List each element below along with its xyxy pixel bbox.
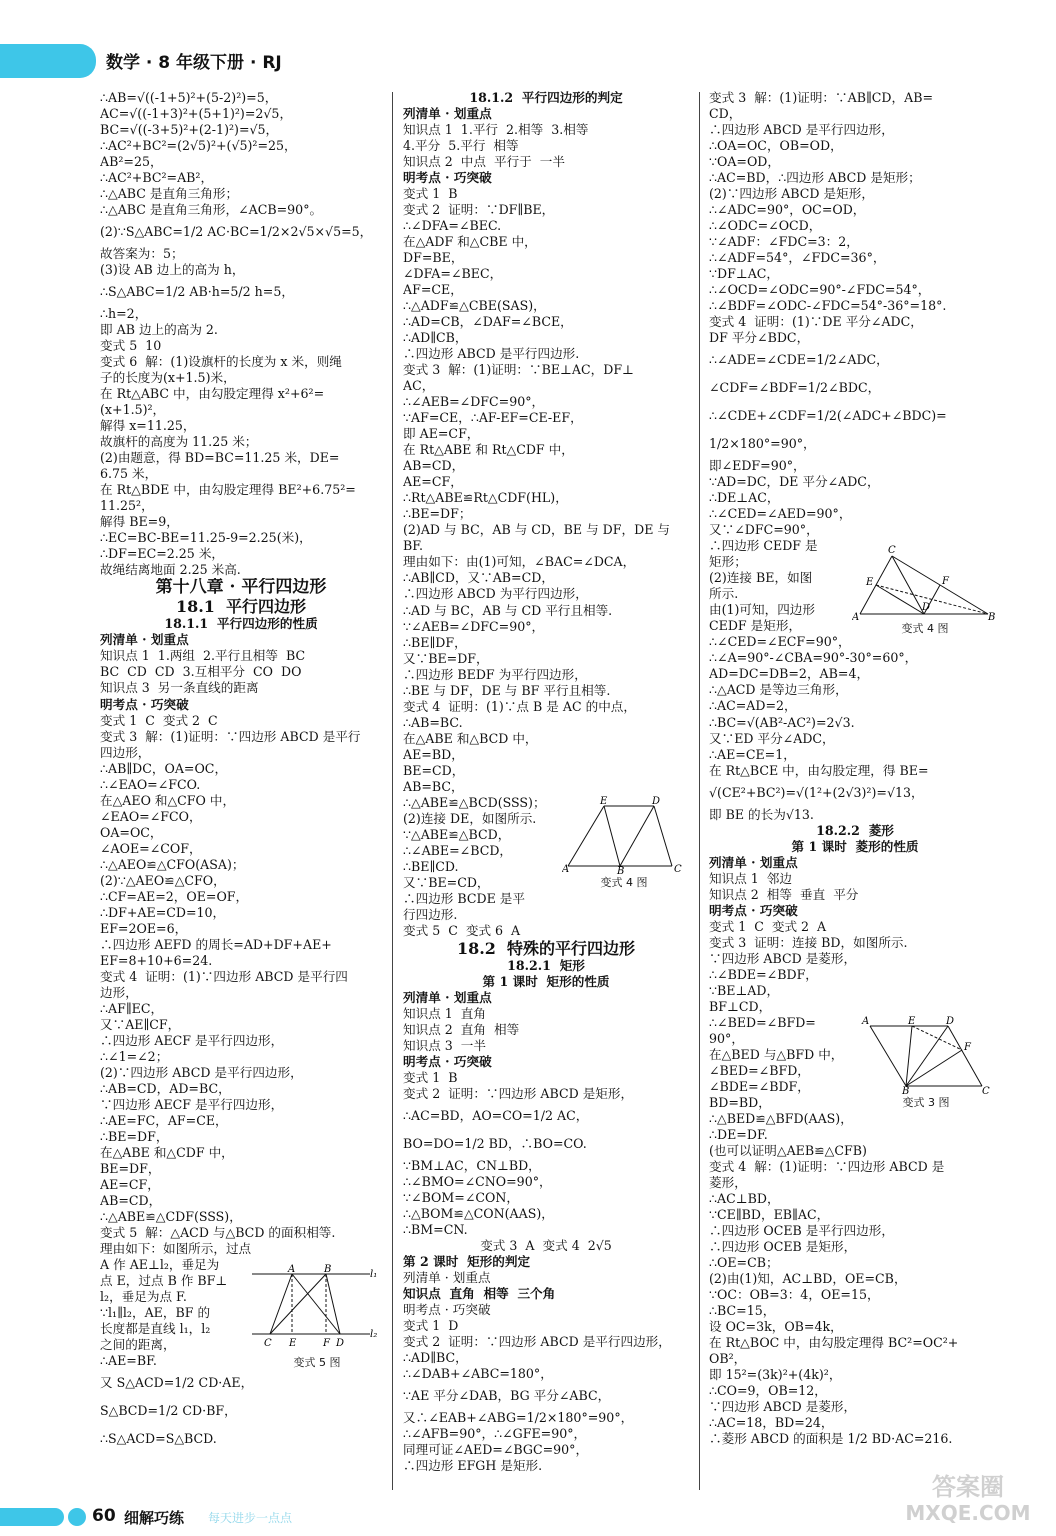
fig4-caption: 变式 3 图 — [902, 1096, 950, 1109]
text-line: ∴AE=FC，AF=CE， — [100, 1112, 228, 1128]
text-line: 列清单 · 划重点 — [403, 106, 492, 122]
text-line: ∴AC⊥BD， — [709, 1190, 780, 1206]
text-line: 知识点 2 直角 相等 — [403, 1021, 520, 1037]
footer-accent-dot — [68, 1508, 86, 1526]
text-line: EF=8+10+6=24. — [100, 952, 213, 968]
text-line: ∴AC²+BC²=AB²， — [100, 170, 214, 186]
text-line: 子的长度为(x+1.5)米， — [100, 370, 236, 386]
text-line: AC=√((-1+3)²+(5+1)²)=2√5， — [100, 106, 293, 122]
text-line: ∠BDE=∠BDF， — [709, 1078, 810, 1094]
fig4-label: C — [982, 1086, 990, 1094]
text-line: ∴△ABC 是直角三角形； — [100, 186, 239, 202]
text-line: 变式 2 证明：∵四边形 ABCD 是平行四边形， — [403, 1334, 671, 1350]
text-line: 在△ADF 和△CBE 中， — [403, 234, 537, 250]
text-line: AE=BD， — [403, 746, 464, 762]
fig3-label: A — [852, 612, 860, 620]
text-line: 变式 5 解：△ACD 与△BCD 的面积相等. — [100, 1225, 336, 1241]
text-line: 在△ABE 和△BCD 中， — [403, 730, 538, 746]
fig2-caption: 变式 4 图 — [600, 876, 648, 889]
text-line: ∵AE 平分∠DAB，BG 平分∠ABC， — [403, 1388, 611, 1404]
fig2-label: A — [562, 864, 570, 874]
text-line: 变式 1 B — [403, 186, 458, 202]
text-line: 6.75 米， — [100, 466, 158, 482]
text-line: 知识点 3 一半 — [403, 1037, 486, 1053]
text-line: 点 E，过点 B 作 BF⊥ — [100, 1273, 228, 1289]
text-line: ∵△ABE≌△BCD， — [403, 826, 511, 842]
fig4-label: B — [902, 1086, 910, 1094]
text-line: √(CE²+BC²)=√(1²+(2√3)²)=√13， — [709, 784, 924, 800]
text-line: ∵AF=CE，∴AF-EF=CE-EF， — [403, 410, 583, 426]
text-line: ∴BM=CN. — [403, 1222, 468, 1238]
text-line: EF=2OE=6， — [100, 920, 188, 936]
text-line: 变式 1 D — [403, 1318, 459, 1334]
text-line: 90°， — [709, 1030, 744, 1046]
text-line: 1/2×180°=90°， — [709, 436, 816, 452]
text-line: ∴BC=15， — [709, 1303, 776, 1319]
text-line: 变式 2 证明：∵DF∥BE， — [403, 202, 555, 218]
text-line: ∴∠BMO=∠CNO=90°， — [403, 1173, 552, 1189]
text-line: ∴∠OCD=∠ODC=90°-∠FDC=54°， — [709, 282, 931, 298]
fig4-label: F — [964, 1042, 971, 1053]
fig1-label: l₁ — [370, 1269, 378, 1280]
text-line: ∴BE=DF； — [403, 506, 472, 522]
header-accent-bar — [0, 44, 96, 78]
text-line: AD=DC=DB=2，AB=4， — [709, 666, 870, 682]
text-line: ∴四边形 AEFD 的周长=AD+DF+AE+ — [100, 936, 332, 952]
text-line: (3)设 AB 边上的高为 h， — [100, 262, 245, 278]
text-line: 解得 BE=9， — [100, 514, 179, 530]
text-line: ∴DE⊥AC， — [709, 490, 780, 506]
text-line: ∴△ABE≌△BCD(SSS)； — [403, 794, 546, 810]
column-divider — [392, 92, 393, 1490]
text-line: AB=CD， — [100, 1192, 162, 1208]
text-line: ∴CO=9，OB=12， — [709, 1383, 827, 1399]
text-line: 变式 3 解：(1)证明：∵四边形 ABCD 是平行 — [100, 728, 361, 744]
text-line: ∴∠AEB=∠DFC=90°， — [403, 394, 545, 410]
column-3 — [709, 90, 1001, 1495]
text-line: 18.2 特殊的平行四边形 — [456, 938, 636, 958]
fig1-label: D — [336, 1338, 345, 1349]
text-line: S△BCD=1/2 CD·BF， — [100, 1403, 237, 1419]
text-line: 列清单 · 划重点 — [403, 989, 492, 1005]
fig1-label: F — [323, 1338, 330, 1349]
text-line: ∴AC²+BC²=(2√5)²+(√5)²=25， — [100, 138, 297, 154]
column-2 — [403, 90, 689, 1495]
fig4-label: E — [908, 1016, 916, 1027]
text-line: 知识点 2 相等 垂直 平分 — [709, 886, 859, 902]
text-line: ∴EC=BC-BE=11.25-9=2.25(米)， — [100, 530, 312, 546]
text-line: 变式 5 C 变式 6 A — [403, 922, 521, 938]
text-line: ∴BE∥DF， — [403, 634, 467, 650]
text-line: 理由如下：由(1)可知，∠BAC=∠DCA， — [403, 554, 636, 570]
text-line: 在 Rt△BDE 中，由勾股定理得 BE²+6.75²= — [100, 482, 356, 498]
text-line: ∴∠BDF=∠ODC-∠FDC=54°-36°=18°. — [709, 298, 947, 314]
text-line: 由(1)可知，四边形 — [709, 602, 815, 618]
fig1-label: l₂ — [370, 1329, 378, 1340]
text-line: ∴AC=18，BD=24， — [709, 1415, 834, 1431]
text-line: 明考点 · 巧突破 — [709, 902, 798, 918]
text-line: ∠CDF=∠BDF=1/2∠BDC， — [709, 380, 881, 396]
text-line: AE=CF， — [100, 1176, 160, 1192]
text-line: 变式 2 证明：∵四边形 ABCD 是矩形， — [403, 1085, 634, 1101]
text-line: ∴△AEO≌△CFO(ASA)； — [100, 856, 245, 872]
text-line: ∴∠AFB=90°，∴∠GFE=90°， — [403, 1426, 587, 1442]
text-line: ∴BE 与 DF，DE 与 BF 平行且相等. — [403, 682, 611, 698]
text-line: 又∵AE∥CF， — [100, 1016, 181, 1032]
text-line: ∴四边形 BCDE 是平 — [403, 890, 525, 906]
text-line: 解得 x=11.25， — [100, 418, 196, 434]
text-line: ∴菱形 ABCD 的面积是 1/2 BD·AC=216. — [709, 1431, 953, 1447]
text-line: ∴S△ABC=1/2 AB·h=5/2 h=5， — [100, 284, 294, 300]
text-line: 明考点 · 巧突破 — [403, 1302, 491, 1318]
text-line: BE=DF， — [100, 1160, 161, 1176]
text-line: ∵l₁∥l₂，AE，BF 的 — [100, 1305, 211, 1321]
text-line: 故答案为：5； — [100, 246, 184, 262]
text-line: 变式 4 解：(1)证明：∵四边形 ABCD 是 — [709, 1158, 945, 1174]
text-line: ∴AD∥CB， — [403, 330, 468, 346]
text-line: 变式 4 证明：(1)∵点 B 是 AC 的中点， — [403, 698, 636, 714]
text-line: 又∵BE=DF， — [403, 650, 489, 666]
text-line: ∴AD=CB，∠DAF=∠BCE， — [403, 314, 573, 330]
text-line: ∠BED=∠BFD， — [709, 1062, 810, 1078]
fig1-label: B — [324, 1264, 332, 1275]
text-line: ∴△ABE≌△CDF(SSS)， — [100, 1209, 242, 1224]
watermark — [888, 1474, 1048, 1534]
text-line: 即∠EDF=90°， — [709, 458, 806, 474]
text-line: BD=BD， — [709, 1094, 771, 1110]
fig4-label: D — [946, 1016, 955, 1027]
text-line: ∴∠CDE+∠CDF=1/2(∠ADC+∠BDC)= — [709, 408, 947, 424]
text-line: 变式 3 解：(1)证明：∵BE⊥AC，DF⊥ — [403, 362, 634, 378]
text-line: ∴∠DAB+∠ABC=180°， — [403, 1366, 553, 1382]
header-title: 数学 · 8 年级下册 · RJ — [106, 53, 282, 73]
text-line: CEDF 是矩形， — [709, 618, 802, 634]
fig3-caption: 变式 4 图 — [901, 622, 949, 635]
text-line: ∵∠BOM=∠CON， — [403, 1190, 519, 1205]
text-line: 又∴∠EAB+∠ABG=1/2×180°=90°， — [403, 1410, 634, 1426]
text-line: 知识点 1 1.平行 2.相等 3.相等 — [403, 122, 589, 138]
text-line: ∴△ADF≌△CBE(SAS)， — [403, 298, 546, 314]
text-line: l₂，垂足为点 F. — [100, 1289, 187, 1305]
text-line: 列清单 · 划重点 — [403, 1270, 491, 1286]
text-line: ∴DE=DF. — [709, 1126, 768, 1142]
text-line: DF 平分∠BDC， — [709, 330, 810, 346]
text-line: (2)∵四边形 ABCD 是矩形， — [709, 186, 874, 202]
text-line: 在 Rt△BOC 中，由勾股定理得 BC²=OC²+ — [709, 1335, 959, 1351]
text-line: 在 Rt△ABE 和 Rt△CDF 中， — [403, 442, 574, 458]
text-line: ∴四边形 EFGH 是矩形. — [403, 1458, 543, 1474]
text-line: 在 Rt△BCE 中，由勾股定理，得 BE= — [709, 762, 929, 778]
text-line: BF. — [403, 538, 424, 554]
figure-variant3-rhombus — [856, 1016, 996, 1112]
text-line: ∴△BED≌△BFD(AAS)， — [709, 1110, 853, 1126]
text-line: (也可以证明△AEB≌△CFB) — [709, 1142, 867, 1158]
text-line: ∴△BOM≌△CON(AAS)， — [403, 1206, 554, 1222]
text-line: 变式 1 B — [403, 1069, 458, 1085]
text-line: BC=√((-3+5)²+(2-1)²)=√5， — [100, 122, 279, 138]
text-line: 所示. — [709, 586, 739, 602]
text-line: 即 BE 的长为√13. — [709, 806, 814, 822]
text-line: ∠AOE=∠COF， — [100, 840, 202, 856]
text-line: 明考点 · 巧突破 — [403, 170, 492, 186]
fig4-label: A — [862, 1016, 870, 1027]
text-line: ∴AC=BD，∴四边形 ABCD 是矩形； — [709, 170, 921, 186]
text-line: ∵四边形 AECF 是平行四边形， — [100, 1096, 284, 1112]
text-line: ∴四边形 OCEB 是矩形， — [709, 1238, 857, 1254]
fig3-label: E — [866, 577, 874, 588]
text-line: 第 1 课时 矩形的性质 — [482, 973, 610, 989]
text-line: A 作 AE⊥l₂，垂足为 — [100, 1257, 220, 1273]
fig3-label: B — [988, 612, 996, 620]
text-line: 变式 6 解：(1)设旗杆的长度为 x 米，则绳 — [100, 354, 342, 370]
text-line: 知识点 1 1.两组 2.平行且相等 BC — [100, 648, 306, 664]
text-line: (2)连接 BE，如图 — [709, 570, 813, 586]
figure-variant5 — [252, 1264, 382, 1372]
text-line: 又∵ED 平分∠ADC， — [709, 730, 835, 746]
text-line: AC， — [403, 378, 435, 394]
text-line: 在△BED 与△BFD 中， — [709, 1046, 844, 1062]
text-line: 之间的距离， — [100, 1337, 176, 1353]
text-line: 矩形； — [709, 554, 747, 570]
text-line: ∠DFA=∠BEC， — [403, 266, 503, 282]
text-line: ∴四边形 ABCD 是平行四边形. — [403, 346, 580, 362]
text-line: ∵OA=OD， — [709, 154, 780, 170]
text-line: ∴∠A=90°-∠CBA=90°-30°=60°， — [709, 650, 918, 666]
fig3-label: D — [922, 602, 931, 613]
text-line: ∴四边形 ABCD 为平行四边形， — [403, 586, 588, 602]
text-line: 即 15²=(3k)²+(4k)²， — [709, 1367, 842, 1383]
text-line: 变式 3 A 变式 4 2√5 — [480, 1238, 612, 1254]
text-line: 长度都是直线 l₁，l₂ — [100, 1321, 211, 1337]
text-line: AB²=25， — [100, 154, 163, 170]
text-line: ∴Rt△ABE≌Rt△CDF(HL)， — [403, 490, 568, 506]
text-line: 第 1 课时 菱形的性质 — [791, 838, 919, 854]
text-line: ∴△ABC 是直角三角形，∠ACB=90°。 — [100, 202, 323, 218]
text-line: ∵BE⊥AD， — [709, 982, 780, 998]
text-line: ∴AC=BD，AO=CO=1/2 AC， — [403, 1107, 589, 1123]
text-line: ∵∠ADF：∠FDC=3：2， — [709, 234, 859, 250]
text-line: ∵CE∥BD，EB∥AC， — [709, 1206, 830, 1222]
text-line: ∵DF⊥AC， — [709, 266, 780, 282]
text-line: ∴DF+AE=CD=10， — [100, 904, 226, 920]
fig1-label: C — [264, 1338, 272, 1349]
text-line: OB²， — [709, 1351, 747, 1367]
text-line: (2)∵四边形 ABCD 是平行四边形， — [100, 1064, 303, 1080]
text-line: 故绳结离地面 2.25 米高. — [100, 562, 241, 578]
text-line: (2)由题意，得 BD=BC=11.25 米，DE= — [100, 450, 340, 466]
fig1-caption: 变式 5 图 — [293, 1356, 341, 1369]
text-line: (2)AD 与 BC，AB 与 CD，BE 与 DF，DE 与 — [403, 522, 670, 538]
text-line: 11.25²， — [100, 498, 154, 514]
text-line: ∴S△ACD=S△BCD. — [100, 1431, 217, 1447]
text-line: ∴h=2， — [100, 306, 148, 322]
text-line: ∴∠BED=∠BFD= — [709, 1014, 816, 1030]
text-line: 在△AEO 和△CFO 中， — [100, 792, 236, 808]
text-line: ∴OE=CB； — [709, 1255, 779, 1270]
text-line: 明考点 · 巧突破 — [100, 696, 189, 712]
text-line: ∴AB∥CD，又∵AB=CD， — [403, 570, 554, 586]
text-line: ∴AD∥BC， — [403, 1350, 468, 1366]
text-line: ∴AB=√((-1+5)²+(5-2)²)=5， — [100, 90, 278, 105]
text-line: 同理可证∠AED=∠BGC=90°， — [403, 1442, 589, 1458]
text-line: ∴△ACD 是等边三角形， — [709, 682, 848, 698]
text-line: ∴BC=√(AB²-AC²)=2√3. — [709, 714, 855, 730]
text-line: ∴AE=CE=1， — [709, 746, 796, 762]
text-line: ∵BM⊥AC，CN⊥BD， — [403, 1157, 541, 1173]
text-line: ∴∠CED=∠ECF=90°， — [709, 634, 851, 650]
text-line: 变式 5 10 — [100, 338, 162, 354]
text-line: ∴∠ADE=∠CDE=1/2∠ADC， — [709, 352, 889, 368]
text-line: AE=CF， — [403, 474, 463, 490]
text-line: ∴∠BDE=∠BDF， — [709, 966, 818, 982]
text-line: ∴四边形 CEDF 是 — [709, 538, 818, 554]
text-line: 知识点 1 邻边 — [709, 870, 792, 886]
text-line: (2)∵S△ABC=1/2 AC·BC=1/2×2√5×√5=5， — [100, 224, 373, 240]
text-line: ∠EAO=∠FCO， — [100, 808, 202, 824]
text-line: 第十八章 · 平行四边形 — [155, 578, 327, 598]
fig2-label: D — [652, 796, 661, 807]
fig2-label: B — [617, 866, 625, 874]
text-line: ∴四边形 AECF 是平行四边形， — [100, 1032, 284, 1048]
footer-slogan: 每天进步一点点 — [208, 1511, 293, 1525]
text-line: BO=DO=1/2 BD，∴BO=CO. — [403, 1135, 587, 1151]
text-line: 变式 4 证明：(1)∵DE 平分∠ADC， — [709, 314, 923, 330]
watermark-bottom: MXQE.COM — [905, 1501, 1031, 1525]
text-line: ∴AB∥DC，OA=OC， — [100, 760, 228, 776]
text-line: AB=CD， — [403, 458, 465, 474]
text-line: ∴DF=EC=2.25 米， — [100, 546, 225, 562]
fig3-label: C — [888, 545, 896, 556]
text-line: DF=BE， — [403, 250, 464, 266]
text-line: ∴四边形 OCEB 是平行四边形， — [709, 1222, 894, 1238]
text-line: ∴CF=AE=2，OE=OF， — [100, 888, 249, 904]
watermark-top: 答案圈 — [932, 1473, 1004, 1501]
text-line: AB=BC， — [403, 778, 464, 794]
column-divider — [699, 92, 700, 1490]
text-line: ∵四边形 ABCD 是菱形， — [709, 1399, 857, 1415]
text-line: ∴AB=BC. — [403, 714, 463, 730]
text-line: 理由如下：如图所示，过点 — [100, 1241, 252, 1257]
text-line: ∴∠ADC=90°，OC=OD， — [709, 202, 866, 218]
text-line: 边形， — [100, 984, 138, 1000]
text-line: 行四边形. — [403, 906, 458, 922]
text-line: ∴∠CED=∠AED=90°， — [709, 506, 852, 522]
text-line: ∴AE=BF. — [100, 1353, 157, 1369]
text-line: 知识点 2 中点 平行于 一半 — [403, 154, 565, 170]
text-line: AF=CE， — [403, 282, 463, 298]
text-line: 变式 1 C 变式 2 A — [709, 918, 827, 934]
text-line: 4.平分 5.平行 相等 — [403, 138, 519, 154]
page-number: 60 — [92, 1506, 116, 1526]
footer-brand: 细解巧练 — [124, 1509, 185, 1527]
text-line: 明考点 · 巧突破 — [403, 1053, 492, 1069]
text-line: 在△ABE 和△CDF 中， — [100, 1144, 234, 1160]
text-line: ∴四边形 ABCD 是平行四边形， — [709, 122, 894, 138]
footer-accent-bar — [0, 1508, 64, 1526]
text-line: BE=CD， — [403, 762, 465, 778]
fig2-label: C — [674, 864, 682, 874]
text-line: ∴BE∥CD. — [403, 858, 459, 874]
text-line: ∵AD=DC，DE 平分∠ADC， — [709, 474, 880, 490]
text-line: (x+1.5)²， — [100, 402, 166, 418]
text-line: 18.1.1 平行四边形的性质 — [164, 616, 318, 632]
text-line: ∴∠DFA=∠BEC. — [403, 218, 502, 234]
text-line: 第 2 课时 矩形的判定 — [403, 1254, 531, 1270]
text-line: 知识点 3 另一条直线的距离 — [100, 680, 259, 696]
fig2-label: E — [600, 796, 608, 807]
text-line: 在 Rt△ABC 中，由勾股定理得 x²+6²= — [100, 386, 325, 402]
text-line: 即 AB 边上的高为 2. — [100, 322, 218, 338]
text-line: 菱形， — [709, 1174, 747, 1190]
text-line: (2)由(1)知，AC⊥BD，OE=CB， — [709, 1271, 907, 1287]
text-line: CD， — [709, 106, 742, 122]
text-line: 又 S△ACD=1/2 CD·AE， — [100, 1375, 254, 1391]
figure-variant4-parallelogram — [562, 796, 686, 892]
text-line: 列清单 · 划重点 — [709, 854, 798, 870]
page-header — [0, 44, 1056, 78]
text-line: 18.2.2 菱形 — [816, 822, 894, 838]
figure-variant4-triangle — [852, 544, 998, 638]
fig1-label: E — [289, 1338, 297, 1349]
text-line: 18.1.2 平行四边形的判定 — [469, 90, 623, 105]
text-line: 知识点 直角 相等 三个角 — [403, 1286, 556, 1302]
text-line: 变式 4 证明：(1)∵四边形 ABCD 是平行四 — [100, 968, 348, 984]
text-line: ∴AF∥EC， — [100, 1000, 164, 1016]
text-line: ∴∠ADF=54°，∠FDC=36°， — [709, 250, 886, 266]
text-line: OA=OC， — [100, 824, 163, 840]
text-line: ∵∠AEB=∠DFC=90°， — [403, 618, 545, 634]
fig1-label: A — [288, 1264, 296, 1275]
text-line: 即 AE=CF， — [403, 426, 480, 442]
text-line: 故旗杆的高度为 11.25 米； — [100, 434, 258, 450]
text-line: ∴OA=OC，OB=OD， — [709, 138, 843, 154]
text-line: 设 OC=3k，OB=4k， — [709, 1319, 843, 1335]
text-line: ∴∠EAO=∠FCO. — [100, 776, 201, 792]
text-line: 18.1 平行四边形 — [175, 597, 307, 617]
text-line: 又∵∠DFC=90°， — [709, 522, 819, 538]
text-line: ∵四边形 ABCD 是菱形， — [709, 950, 857, 966]
text-line: 知识点 1 直角 — [403, 1005, 486, 1021]
text-line: 列清单 · 划重点 — [100, 632, 189, 648]
text-line: ∴BE=DF， — [100, 1128, 169, 1144]
text-line: ∴AB=CD，AD=BC， — [100, 1080, 231, 1096]
text-line: 18.2.1 矩形 — [507, 957, 585, 973]
text-line: BF⊥CD， — [709, 998, 772, 1014]
fig3-label: F — [942, 576, 949, 587]
text-line: 变式 1 C 变式 2 C — [100, 712, 218, 728]
text-line: ∴∠ABE=∠BCD， — [403, 842, 513, 858]
text-line: ∴四边形 BEDF 为平行四边形， — [403, 666, 587, 682]
text-line: (2)∵△AEO≌△CFO， — [100, 872, 226, 888]
text-line: (2)连接 DE，如图所示. — [403, 810, 537, 826]
text-line: ∵OC：OB=3：4，OE=15， — [709, 1287, 880, 1303]
text-line: 四边形， — [100, 744, 151, 760]
text-line: ∴AD 与 BC，AB 与 CD 平行且相等. — [403, 602, 613, 618]
text-line: ∴∠1=∠2； — [100, 1048, 169, 1064]
text-line: 变式 3 证明：连接 BD，如图所示. — [709, 934, 908, 950]
text-line: ∴∠ODC=∠OCD， — [709, 218, 822, 234]
text-line: 变式 3 解：(1)证明：∵AB∥CD，AB= — [709, 90, 934, 105]
text-line: ∴AC=AD=2， — [709, 698, 797, 714]
text-line: 又∵BE=CD， — [403, 874, 490, 890]
text-line: BC CD CD 3.互相平分 CO DO — [100, 664, 302, 680]
